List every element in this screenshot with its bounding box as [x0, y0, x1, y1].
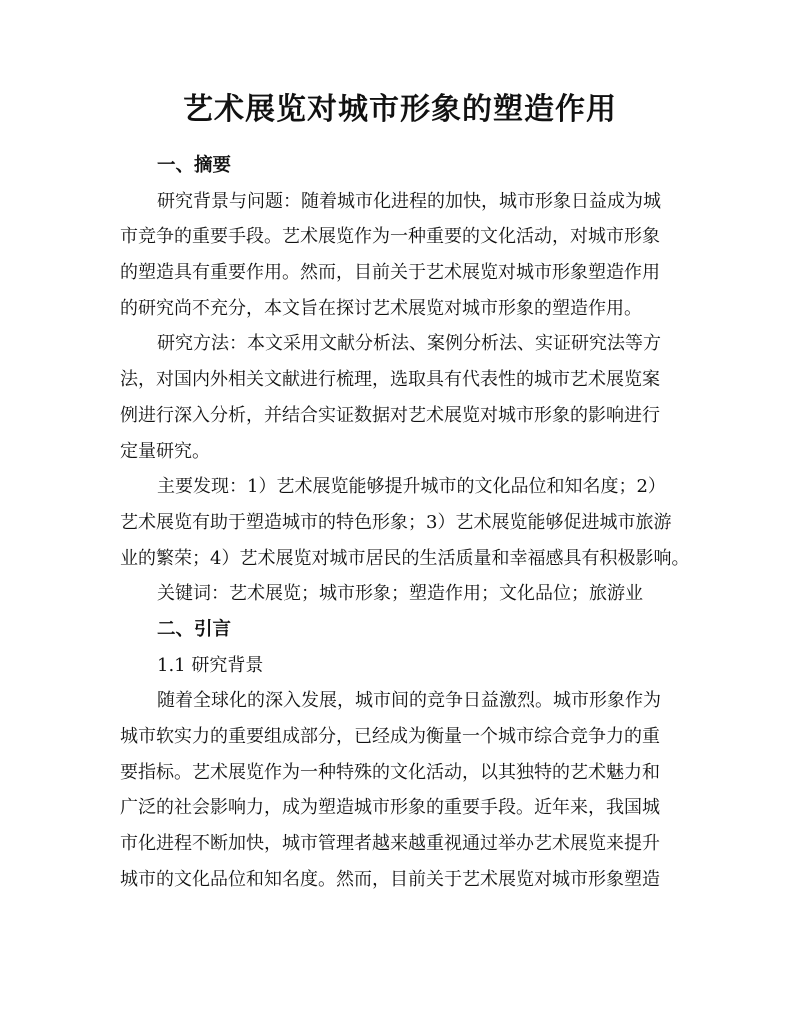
paper-body: [120, 148, 690, 897]
introduction-paragraph: [120, 683, 680, 897]
abstract-background-paragraph: [120, 184, 680, 327]
paragraph-line: 市竞争的重要手段。艺术展览作为一种重要的文化活动，对城市形象: [120, 226, 660, 248]
abstract-methods-paragraph: [120, 326, 680, 469]
paragraph-line: 要指标。艺术展览作为一种特殊的文化活动，以其独特的艺术魅力和: [120, 761, 660, 783]
paragraph-line: 主要发现：1）艺术展览能够提升城市的文化品位和知名度；2）: [157, 476, 666, 498]
keywords-line: 关键词：艺术展览；城市形象；塑造作用；文化品位；旅游业: [157, 583, 643, 605]
paragraph-line: 城市的文化品位和知名度。然而，目前关于艺术展览对城市形象塑造: [120, 868, 660, 890]
paragraph-line: 例进行深入分析，并结合实证数据对艺术展览对城市形象的影响进行: [120, 404, 660, 426]
paragraph-line: 法，对国内外相关文献进行梳理，选取具有代表性的城市艺术展览案: [120, 369, 660, 391]
paragraph-line: 城市软实力的重要组成部分，已经成为衡量一个城市综合竞争力的重: [120, 726, 660, 747]
paragraph-line: 定量研究。: [120, 440, 210, 462]
paragraph-line: 研究方法：本文采用文献分析法、案例分析法、实证研究法等方: [157, 333, 661, 355]
paragraph-line: 广泛的社会影响力，成为塑造城市形象的重要手段。近年来，我国城: [120, 797, 660, 819]
paragraph-line: 随着全球化的深入发展，城市间的竞争日益激烈。城市形象作为: [157, 690, 661, 712]
paragraph-line: 的研究尚不充分，本文旨在探讨艺术展览对城市形象的塑造作用。: [120, 297, 642, 319]
subsection-heading-background: 1.1 研究背景: [157, 654, 264, 676]
paper-title: 艺术展览对城市形象的塑造作用: [183, 92, 617, 127]
paragraph-line: 市化进程不断加快，城市管理者越来越重视通过举办艺术展览来提升: [120, 833, 660, 855]
abstract-findings-paragraph: [120, 469, 690, 576]
paragraph-line: 的塑造具有重要作用。然而，目前关于艺术展览对城市形象塑造作用: [120, 262, 660, 284]
section-heading-abstract: 一、摘要: [157, 155, 232, 176]
paragraph-line: 艺术展览有助于塑造城市的特色形象；3）艺术展览能够促进城市旅游: [120, 511, 672, 533]
paragraph-line: 研究背景与问题：随着城市化进程的加快，城市形象日益成为城: [157, 190, 661, 212]
section-heading-introduction: 二、引言: [157, 618, 232, 640]
paragraph-line: 业的繁荣；4）艺术展览对城市居民的生活质量和幸福感具有积极影响。: [120, 547, 690, 569]
